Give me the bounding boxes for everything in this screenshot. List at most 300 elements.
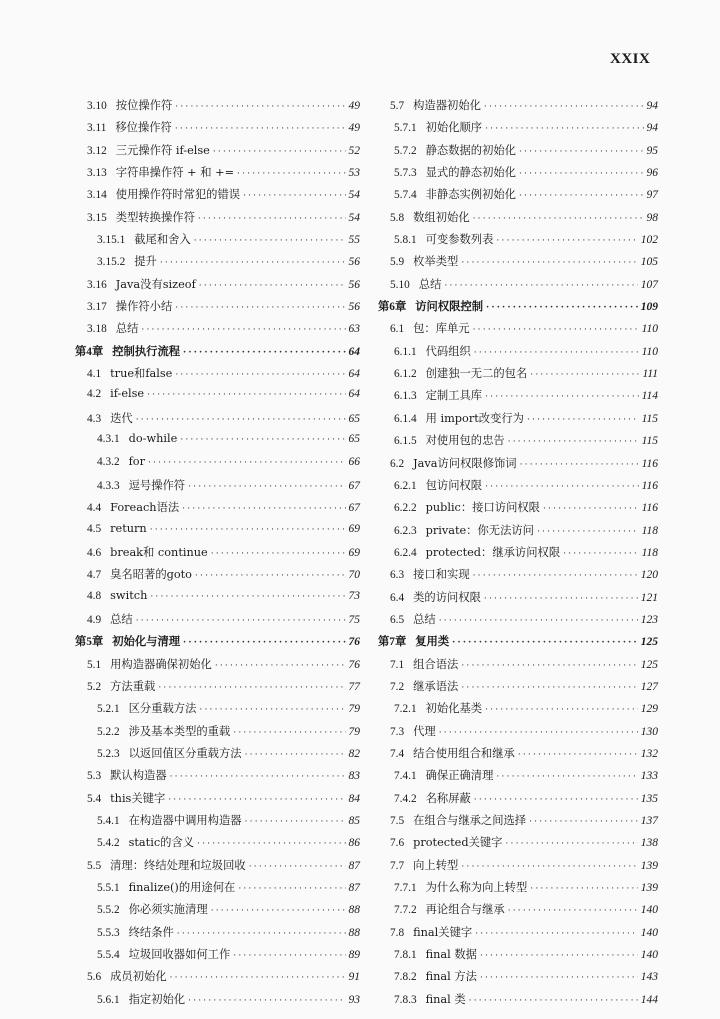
toc-entry (75, 253, 360, 275)
dot-leader (238, 884, 345, 894)
entry-title: 涉及基本类型的重载 (128, 724, 231, 738)
entry-number: 5.4.1 (97, 815, 120, 827)
entry-number: 5.9 (390, 256, 405, 269)
toc-entry (378, 209, 658, 231)
toc-entry (378, 857, 658, 879)
entry-title: switch (110, 588, 148, 602)
dot-leader (474, 348, 639, 358)
dot-leader (182, 504, 345, 514)
entry-page-number: 98 (646, 211, 658, 224)
entry-title: for (128, 454, 145, 468)
entry-title: 结合使用组合和继承 (413, 746, 515, 760)
dot-leader (245, 817, 346, 827)
dot-leader (175, 303, 345, 313)
entry-page-number: 77 (348, 680, 360, 693)
entry-number: 7.7.2 (394, 904, 417, 917)
dot-leader (439, 616, 638, 626)
dot-leader (530, 884, 637, 894)
dot-leader (439, 728, 638, 738)
toc-entry (75, 589, 360, 611)
entry-number: 7.4 (390, 747, 405, 760)
entry-title: 初始化顺序 (425, 121, 483, 135)
toc-entry (75, 678, 360, 700)
entry-page-number: 118 (641, 524, 658, 537)
entry-page-number: 65 (348, 433, 360, 446)
toc-entry (75, 946, 360, 968)
entry-number: 5.6 (87, 971, 102, 984)
toc-entry (75, 767, 360, 789)
dot-leader (484, 594, 638, 604)
dot-leader (461, 258, 637, 268)
toc-entry (75, 119, 360, 141)
toc-entry (378, 477, 658, 499)
toc-chapter-entry (378, 633, 658, 655)
dot-leader (175, 124, 346, 134)
entry-number: 7.8.2 (394, 971, 417, 984)
entry-number: 6.2 (390, 457, 405, 470)
entry-page-number: 64 (348, 388, 360, 401)
entry-number: 6.1 (390, 323, 405, 336)
dot-leader (473, 325, 639, 335)
entry-page-number: 73 (348, 589, 360, 602)
toc-entry (378, 656, 658, 678)
entry-page-number: 107 (640, 278, 658, 291)
entry-title: 接口和实现 (413, 568, 470, 582)
entry-page-number: 115 (641, 412, 658, 425)
entry-number: 4.1 (87, 368, 102, 381)
toc-entry (75, 432, 360, 454)
entry-title: public：接口访问权限 (425, 501, 540, 515)
entry-number: 4.3 (87, 412, 102, 425)
dot-leader (160, 258, 346, 268)
dot-leader (147, 390, 345, 400)
dot-leader (469, 996, 638, 1006)
dot-leader (444, 281, 637, 291)
entry-number: 3.14 (87, 189, 107, 202)
entry-number: 5.8 (390, 211, 405, 224)
entry-number: 4.5 (87, 522, 102, 535)
toc-entry (75, 723, 360, 745)
entry-title: 对使用包的忠告 (425, 434, 505, 448)
entry-title: 终结条件 (128, 925, 174, 939)
entry-title: 成员初始化 (110, 970, 167, 984)
entry-number: 6.1.5 (394, 435, 417, 448)
dot-leader (520, 460, 639, 470)
entry-page-number: 79 (348, 703, 360, 716)
entry-page-number: 120 (640, 569, 658, 582)
entry-title: 可变参数列表 (425, 233, 494, 247)
entry-number: 7.8 (390, 926, 405, 939)
toc-entry (75, 365, 360, 387)
entry-page-number: 70 (348, 569, 360, 582)
dot-leader (474, 795, 638, 805)
toc-entry (75, 231, 360, 253)
entry-page-number: 87 (348, 882, 360, 895)
entry-title: Foreach语法 (110, 501, 180, 515)
entry-title: 包访问权限 (425, 478, 483, 492)
dot-leader (249, 862, 346, 872)
entry-page-number: 97 (646, 189, 658, 202)
entry-title: true和false (110, 367, 173, 381)
entry-title: 在构造器中调用构造器 (128, 814, 242, 827)
entry-title: 字符串操作符 + 和 += (115, 166, 235, 180)
entry-page-number: 69 (348, 522, 360, 535)
entry-title: finalize()的用途何在 (128, 881, 236, 895)
entry-page-number: 140 (640, 904, 658, 917)
entry-title: 定制工具库 (425, 389, 483, 403)
entry-number: 5.4.2 (97, 837, 120, 850)
entry-page-number: 75 (348, 613, 360, 626)
dot-leader (486, 303, 638, 313)
entry-number: 6.2.1 (394, 479, 417, 492)
dot-leader (150, 525, 346, 535)
entry-title: static的含义 (128, 836, 195, 850)
entry-page-number: 91 (348, 971, 360, 984)
entry-page-number: 135 (640, 792, 658, 805)
toc-entry (378, 276, 658, 298)
entry-title: 总结 (110, 612, 133, 626)
entry-number: 3.15.1 (97, 234, 126, 247)
entry-title: 枚举类型 (413, 255, 459, 269)
entry-page-number: 82 (348, 747, 360, 760)
dot-leader (461, 862, 637, 872)
entry-number: 4.9 (87, 613, 102, 626)
dot-leader (211, 549, 346, 559)
entry-page-number: 137 (640, 815, 658, 827)
entry-page-number: 115 (641, 435, 658, 448)
dot-leader (175, 370, 345, 380)
entry-title: 指定初始化 (128, 992, 186, 1006)
entry-title: return (110, 521, 147, 535)
dot-leader (563, 549, 638, 559)
entry-page-number: 55 (348, 234, 360, 247)
entry-page-number: 129 (640, 703, 658, 716)
toc-entry (378, 812, 658, 834)
entry-title: 显式的静态初始化 (425, 166, 516, 180)
entry-number: 6.3 (390, 569, 405, 582)
entry-page-number: 140 (640, 949, 658, 962)
dot-leader (461, 661, 637, 671)
entry-title: private：你无法访问 (425, 523, 534, 537)
entry-number: 7.1 (390, 658, 405, 671)
entry-page-number: 127 (640, 680, 658, 693)
entry-title: 区分重载方法 (128, 702, 197, 716)
entry-title: final 方法 (425, 970, 477, 984)
toc-entry (378, 522, 658, 544)
entry-title: 静态数据的初始化 (425, 143, 516, 157)
entry-page-number: 66 (348, 455, 360, 468)
dot-leader (211, 906, 346, 916)
entry-number: 4.8 (87, 589, 102, 602)
entry-page-number: 54 (348, 211, 360, 224)
toc-entry (75, 790, 360, 812)
entry-page-number: 130 (640, 725, 658, 738)
entry-number: 5.7.4 (394, 189, 417, 202)
dot-leader (136, 616, 346, 626)
toc-entry (378, 745, 658, 767)
entry-page-number: 52 (348, 144, 360, 157)
entry-title: 三元操作符 if-else (115, 143, 210, 157)
toc-entry (378, 387, 658, 409)
toc-entry (75, 968, 360, 990)
entry-page-number: 125 (640, 658, 658, 671)
entry-number: 7.6 (390, 837, 405, 850)
toc-entry (378, 968, 658, 990)
entry-title: protected关键字 (413, 836, 503, 850)
entry-title: 方法重载 (110, 679, 156, 693)
entry-title: do-while (128, 432, 178, 446)
entry-number: 6.1.1 (394, 345, 417, 358)
entry-number: 6.1.3 (394, 390, 417, 403)
entry-page-number: 84 (348, 792, 360, 805)
entry-title: 移位操作符 (115, 121, 172, 135)
dot-leader (527, 415, 639, 425)
toc-entry (75, 879, 360, 901)
dot-leader (197, 839, 345, 849)
entry-number: 4.4 (87, 502, 102, 515)
entry-page-number: 53 (348, 167, 360, 180)
toc-entry (378, 790, 658, 812)
dot-leader (194, 236, 346, 246)
entry-title: 总结 (413, 612, 436, 626)
entry-page-number: 89 (348, 949, 360, 962)
entry-title: 提升 (134, 255, 157, 269)
entry-title: 总结 (418, 277, 442, 291)
toc-entry (75, 410, 360, 432)
dot-leader (485, 392, 639, 402)
entry-page-number: 88 (348, 926, 360, 939)
entry-page-number: 56 (348, 256, 360, 269)
toc-chapter-entry (75, 633, 360, 655)
toc-entry (75, 924, 360, 946)
entry-page-number: 56 (348, 278, 360, 291)
toc-entry (75, 142, 360, 164)
toc-entry (75, 700, 360, 722)
toc-entry (378, 320, 658, 342)
toc-entry (75, 656, 360, 678)
entry-page-number: 79 (348, 725, 360, 738)
dot-leader (543, 504, 639, 514)
entry-number: 4.6 (87, 546, 102, 559)
entry-title: 在组合与继承之间选择 (413, 814, 527, 827)
entry-number: 5.5 (87, 859, 102, 872)
dot-leader (508, 437, 639, 447)
toc-entry (378, 879, 658, 901)
entry-title: break和 continue (110, 545, 208, 559)
entry-page-number: 125 (640, 636, 658, 649)
entry-number: 5.7.2 (394, 144, 417, 157)
entry-number: 4.7 (87, 569, 102, 582)
entry-number: 3.17 (87, 301, 107, 314)
dot-leader (150, 592, 345, 602)
entry-number: 5.8.1 (394, 234, 417, 247)
entry-title: 截尾和舍入 (134, 233, 191, 247)
entry-number: 6.2.4 (394, 546, 417, 559)
toc-entry (75, 387, 360, 409)
entry-title: 包：库单元 (413, 322, 470, 336)
entry-title: 代理 (413, 724, 436, 738)
dot-leader (485, 705, 638, 715)
toc-entry (75, 477, 360, 499)
entry-title: final 类 (425, 992, 466, 1006)
toc-entry (378, 432, 658, 454)
entry-number: 第4章 (75, 345, 104, 358)
entry-number: 第5章 (75, 636, 104, 649)
entry-page-number: 114 (641, 390, 658, 403)
dot-leader (508, 906, 638, 916)
entry-number: 5.5.3 (97, 926, 120, 939)
entry-title: 代码组织 (425, 344, 471, 358)
dot-leader (183, 638, 345, 648)
toc-entry (75, 298, 360, 320)
entry-number: 5.7 (390, 100, 405, 112)
dot-leader (233, 951, 345, 961)
entry-title: 确保正确清理 (425, 769, 494, 783)
entry-page-number: 94 (646, 100, 658, 112)
entry-title: final 数据 (425, 948, 477, 962)
entry-title: 用构造器确保初始化 (110, 657, 212, 671)
entry-title: 数组初始化 (413, 210, 470, 224)
toc-entry (75, 276, 360, 298)
entry-title: 用 import改变行为 (425, 411, 524, 425)
entry-title: 臭名昭著的goto (110, 568, 192, 582)
entry-title: 向上转型 (413, 858, 459, 872)
toc-entry (378, 142, 658, 164)
entry-number: 7.3 (390, 725, 405, 738)
toc-entry (378, 678, 658, 700)
toc-chapter-entry (75, 343, 360, 365)
dot-leader (473, 571, 638, 581)
entry-page-number: 85 (348, 815, 360, 827)
dot-leader (461, 683, 637, 693)
entry-number: 7.7.1 (394, 882, 417, 895)
toc-left-column (75, 97, 360, 1013)
entry-page-number: 140 (640, 926, 658, 939)
entry-page-number: 67 (348, 502, 360, 515)
entry-number: 7.8.1 (394, 949, 417, 962)
dot-leader (485, 482, 639, 492)
entry-number: 3.18 (87, 323, 107, 336)
entry-number: 3.13 (87, 167, 107, 180)
entry-page-number: 76 (348, 658, 360, 671)
entry-title: 垃圾回收器如何工作 (128, 948, 231, 962)
entry-number: 4.3.2 (97, 455, 120, 468)
entry-title: 非静态实例初始化 (425, 188, 516, 202)
toc-entry (378, 991, 658, 1013)
dot-leader (177, 929, 346, 939)
entry-number: 5.6.1 (97, 993, 120, 1006)
entry-page-number: 133 (640, 770, 658, 783)
dot-leader (245, 750, 346, 760)
toc-entry (378, 566, 658, 588)
entry-number: 5.2.2 (97, 725, 120, 738)
entry-page-number: 83 (348, 770, 360, 783)
entry-page-number: 76 (348, 636, 360, 649)
dot-leader (519, 169, 644, 179)
dot-leader (519, 191, 644, 201)
dot-leader (496, 772, 637, 782)
dot-leader (195, 571, 346, 581)
entry-page-number: 96 (646, 167, 658, 180)
toc-entry (75, 544, 360, 566)
entry-title: 组合语法 (413, 657, 459, 671)
toc-entry (378, 924, 658, 946)
entry-title: this关键字 (110, 791, 166, 805)
entry-page-number: 49 (348, 122, 360, 135)
entry-page-number: 121 (640, 591, 658, 604)
entry-number: 5.1 (87, 658, 102, 671)
dot-leader (237, 169, 345, 179)
dot-leader (213, 147, 346, 157)
entry-title: 使用操作符时常犯的错误 (115, 188, 241, 202)
entry-title: 控制执行流程 (112, 343, 181, 358)
toc-entry (378, 700, 658, 722)
entry-number: 6.1.2 (394, 368, 417, 381)
toc-entry (378, 365, 658, 387)
entry-page-number: 144 (640, 993, 658, 1006)
toc-entry (75, 834, 360, 856)
dot-leader (480, 973, 638, 983)
entry-page-number: 95 (646, 144, 658, 157)
entry-title: 复用类 (415, 634, 450, 649)
entry-number: 7.7 (390, 859, 405, 872)
entry-title: Java访问权限修饰词 (413, 456, 517, 470)
entry-title: 清理：终结处理和垃圾回收 (110, 858, 246, 872)
entry-number: 5.2 (87, 680, 102, 693)
entry-page-number: 88 (348, 904, 360, 917)
dot-leader (518, 750, 638, 760)
dot-leader (148, 458, 346, 468)
entry-title: 按位操作符 (115, 99, 173, 112)
toc-entry (378, 186, 658, 208)
entry-page-number: 123 (640, 613, 658, 626)
dot-leader (473, 214, 644, 224)
dot-leader (537, 527, 639, 537)
toc-entry (378, 119, 658, 141)
toc-entry (75, 611, 360, 633)
toc-entry (75, 455, 360, 477)
entry-page-number: 116 (641, 457, 658, 470)
entry-title: 初始化与清理 (112, 634, 181, 649)
entry-page-number: 94 (646, 122, 658, 135)
entry-page-number: 65 (348, 412, 360, 425)
entry-number: 4.2 (87, 388, 102, 401)
entry-page-number: 93 (348, 993, 360, 1006)
entry-title: 继承语法 (413, 679, 459, 693)
toc-entry (75, 186, 360, 208)
entry-page-number: 49 (348, 100, 360, 112)
entry-title: 类型转换操作符 (115, 210, 195, 224)
toc-entry (378, 544, 658, 566)
page-number: XXIX (610, 51, 651, 67)
entry-page-number: 116 (641, 479, 658, 492)
dot-leader (175, 102, 345, 112)
dot-leader (168, 795, 345, 805)
dot-leader (475, 929, 638, 939)
entry-number: 7.4.2 (394, 792, 417, 805)
entry-title: 总结 (115, 322, 139, 336)
entry-page-number: 69 (348, 546, 360, 559)
entry-page-number: 111 (642, 368, 658, 381)
toc-entry (75, 320, 360, 342)
entry-number: 3.16 (87, 278, 107, 291)
entry-title: 为什么称为向上转型 (425, 881, 528, 895)
toc-entry (75, 97, 360, 119)
entry-title: 创建独一无二的包名 (425, 367, 528, 381)
entry-title: 访问权限控制 (415, 299, 484, 314)
entry-page-number: 87 (348, 859, 360, 872)
entry-number: 5.5.4 (97, 949, 120, 962)
